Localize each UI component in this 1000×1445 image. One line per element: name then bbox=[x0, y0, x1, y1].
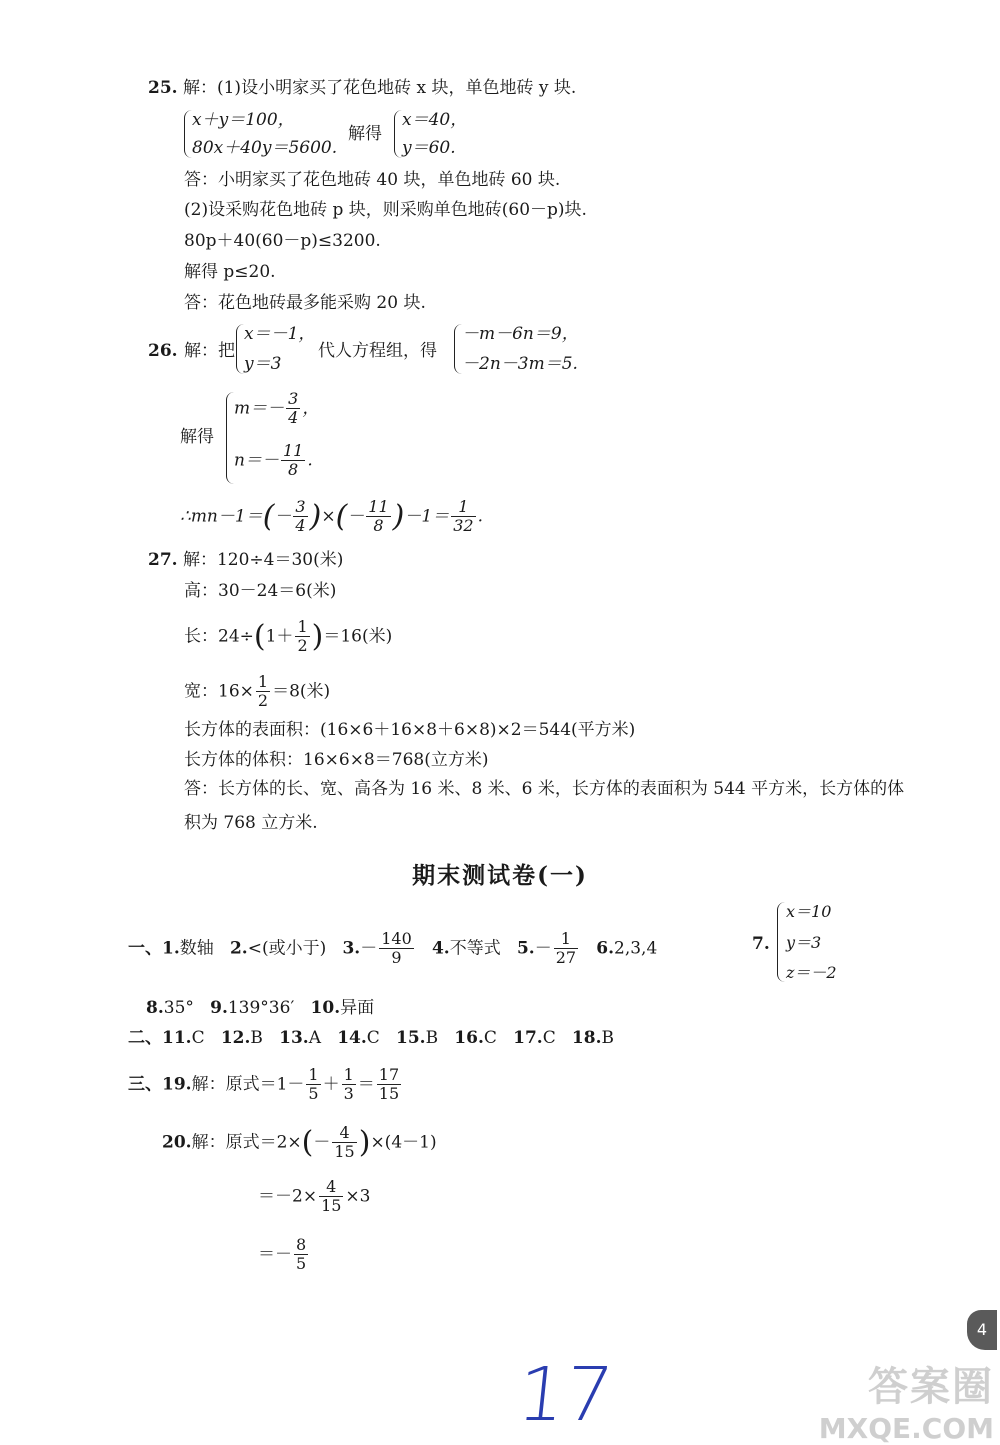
q19-f2 bbox=[342, 1066, 356, 1104]
paren-close: ) bbox=[311, 618, 324, 654]
item-16: 16. bbox=[454, 1028, 484, 1048]
q26-f2-den: 8 bbox=[373, 516, 384, 536]
q26-n-num: 11 bbox=[282, 441, 304, 460]
q20-line3 bbox=[258, 1236, 310, 1274]
q20-l3-num: 8 bbox=[296, 1235, 307, 1254]
q26-res-num: 1 bbox=[451, 498, 475, 517]
q26-f1 bbox=[293, 498, 307, 536]
q25-answer-2: 答：花色地砖最多能采购 20 块. bbox=[184, 293, 426, 313]
q27-width bbox=[184, 673, 330, 711]
answer-4: 不等式 bbox=[449, 938, 501, 959]
item-10: 10. bbox=[310, 998, 341, 1018]
answer-12: B bbox=[250, 1028, 263, 1048]
q19-res-den: 15 bbox=[378, 1084, 400, 1104]
q19-res-num: 17 bbox=[378, 1065, 400, 1084]
watermark-logo bbox=[764, 1355, 994, 1443]
q27-width-post: ＝8(米) bbox=[272, 681, 331, 702]
q27-line1 bbox=[148, 552, 343, 569]
q26-n-value bbox=[234, 442, 313, 480]
q27-length-frac bbox=[295, 618, 309, 656]
answer-14: C bbox=[366, 1028, 380, 1048]
q19-f2-num: 1 bbox=[343, 1065, 354, 1084]
q20-l3-frac bbox=[294, 1236, 308, 1274]
watermark-en: MXQE.COM bbox=[818, 1412, 994, 1445]
q20-line2 bbox=[258, 1178, 370, 1216]
q25-answer-1: 答：小明家买了花色地砖 40 块，单色地砖 60 块. bbox=[184, 170, 561, 190]
q25-sys1-eq1: x＋y＝100， bbox=[192, 110, 295, 130]
q27-length-pre: 长：24÷ bbox=[184, 626, 254, 647]
q19-eq: ＝ bbox=[357, 1074, 375, 1095]
item-12: 12. bbox=[220, 1028, 251, 1048]
answer-6: 2,3,4 bbox=[614, 938, 658, 959]
handwritten-page-number: 17 bbox=[513, 1352, 617, 1438]
q25-part2: (2)设采购花色地砖 p 块，则采购单色地砖(60－p)块. bbox=[184, 200, 587, 220]
q19-f1-num: 1 bbox=[308, 1065, 319, 1084]
item-14: 14. bbox=[337, 1028, 367, 1048]
part1-prefix: 一、 bbox=[128, 938, 162, 959]
q26-label: 26. bbox=[148, 341, 178, 361]
watermark-cn: 答案圈 bbox=[868, 1364, 994, 1410]
q20-f-num: 4 bbox=[332, 1124, 356, 1143]
answer-5-sign: － bbox=[534, 938, 552, 959]
answer-8: 35° bbox=[163, 998, 194, 1018]
item-6: 6. bbox=[596, 938, 615, 959]
q26-f2-num: 11 bbox=[368, 497, 389, 516]
q26-solved: 解得 bbox=[180, 427, 214, 447]
q26-sysA-eq2: y＝3 bbox=[244, 354, 282, 374]
item-5: 5. bbox=[516, 938, 535, 959]
q26-res-den: 32 bbox=[453, 516, 474, 536]
q26-f1-num: 3 bbox=[295, 497, 306, 516]
item-18: 18. bbox=[571, 1028, 602, 1048]
answer-16: C bbox=[483, 1028, 497, 1048]
q26-m-value bbox=[234, 390, 319, 428]
q26-mid: 代人方程组，得 bbox=[318, 341, 437, 361]
answer-9: 139°36′ bbox=[227, 998, 295, 1018]
q26-put: 解：把 bbox=[184, 341, 235, 361]
q27-length-num: 1 bbox=[297, 617, 308, 636]
q26-m-num: 3 bbox=[288, 389, 299, 408]
answer-10: 异面 bbox=[340, 998, 375, 1018]
item-4: 4. bbox=[431, 938, 450, 959]
q26-m-post: ， bbox=[302, 398, 320, 419]
item-13: 13. bbox=[279, 1028, 309, 1048]
q26-m-frac bbox=[286, 390, 300, 428]
answer-2: <(或小于) bbox=[247, 938, 327, 959]
answer-11: C bbox=[191, 1028, 205, 1048]
answer-5-frac bbox=[554, 930, 578, 968]
answer-5-num: 1 bbox=[554, 930, 578, 949]
item-1: 1. bbox=[162, 938, 180, 959]
q20-l3-den: 5 bbox=[296, 1254, 307, 1274]
answer-15: B bbox=[425, 1028, 439, 1048]
q26-n-pre: n＝－ bbox=[234, 450, 279, 471]
item-8: 8. bbox=[146, 998, 164, 1018]
q26-result bbox=[451, 498, 475, 536]
q25-inequality: 80p＋40(60－p)≤3200. bbox=[184, 231, 381, 251]
paren-open: ( bbox=[301, 1124, 314, 1160]
q19-f1-den: 5 bbox=[308, 1084, 319, 1104]
paren-open: ( bbox=[335, 498, 348, 534]
q19-label: 19. bbox=[162, 1074, 192, 1095]
part2-prefix: 二、 bbox=[128, 1028, 162, 1048]
q26-sysB-eq1: －m－6n＝9， bbox=[462, 324, 579, 344]
answer-1: 数轴 bbox=[179, 938, 214, 959]
answer-17: C bbox=[542, 1028, 556, 1048]
answer-7-y: y＝3 bbox=[786, 933, 822, 952]
q19-f1 bbox=[306, 1066, 320, 1104]
part1-row1 bbox=[128, 930, 657, 968]
answer-13: A bbox=[308, 1028, 321, 1048]
answer-3-den: 9 bbox=[391, 948, 402, 968]
q19-result bbox=[377, 1066, 401, 1104]
page-number-badge: 4 bbox=[967, 1310, 997, 1350]
paren-open: ( bbox=[262, 498, 275, 534]
item-11: 11. bbox=[162, 1028, 192, 1048]
q27-length-den: 2 bbox=[297, 636, 308, 656]
item-7-brace bbox=[777, 902, 786, 982]
q26-n-post: . bbox=[307, 450, 313, 471]
part3-prefix: 三、 bbox=[128, 1074, 162, 1095]
part2-row bbox=[128, 1030, 614, 1047]
q27-height: 高：30－24＝6(米) bbox=[184, 581, 337, 601]
answer-18: B bbox=[601, 1028, 614, 1048]
q25-sys2-eq2: y＝60. bbox=[402, 138, 456, 158]
item-3: 3. bbox=[342, 938, 361, 959]
answer-3-sign: － bbox=[360, 938, 378, 959]
q27-width-num: 1 bbox=[257, 672, 269, 691]
paren-close: ) bbox=[309, 498, 322, 534]
q26-therefore-line: ∴mn－1＝(－ $\frac{3}{4}$ )×(－ $\frac{11}{8}$ )－1＝ $\frac{1}{32}$ . bbox=[180, 497, 483, 536]
q25-label: 25. bbox=[148, 78, 178, 98]
q19-f2-den: 3 bbox=[343, 1084, 354, 1104]
item-17: 17. bbox=[513, 1028, 543, 1048]
q26-n-frac bbox=[281, 442, 305, 480]
item-9: 9. bbox=[210, 998, 228, 1018]
q20-l2-den: 15 bbox=[321, 1196, 342, 1216]
answer-3-frac bbox=[379, 930, 414, 968]
q26-m-den: 4 bbox=[288, 408, 299, 428]
q27-surface: 长方体的表面积：(16×6＋16×8＋6×8)×2＝544(平方米) bbox=[184, 720, 636, 740]
paren-close: ) bbox=[358, 1124, 371, 1160]
q26-n-den: 8 bbox=[288, 460, 299, 480]
q20-l2-num: 4 bbox=[319, 1178, 343, 1197]
q27-volume: 长方体的体积：16×6×8＝768(立方米) bbox=[184, 750, 489, 770]
q20-label: 20. bbox=[162, 1132, 192, 1153]
q27-width-den: 2 bbox=[257, 691, 269, 711]
q27-length-post: ＝16(米) bbox=[323, 626, 393, 647]
q20-l2-pre: ＝－2× bbox=[258, 1186, 318, 1207]
q25-sys1-eq2: 80x＋40y＝5600. bbox=[192, 138, 338, 158]
part1-row2 bbox=[146, 1000, 374, 1017]
q20-post: ×(4－1) bbox=[370, 1132, 437, 1153]
q27-label: 27. bbox=[148, 550, 178, 570]
q26-sysA-eq1: x＝－1， bbox=[244, 324, 316, 344]
paren-close: ) bbox=[392, 498, 405, 534]
q27-width-frac bbox=[256, 673, 270, 711]
q20-l2-frac bbox=[319, 1178, 343, 1216]
answer-3-num: 140 bbox=[381, 929, 412, 948]
q27-answer-cont: 积为 768 立方米. bbox=[184, 813, 318, 833]
item-15: 15. bbox=[396, 1028, 426, 1048]
q26-m-pre: m＝－ bbox=[234, 398, 285, 419]
q25-solved: 解得 bbox=[348, 124, 382, 144]
q27-width-pre: 宽：16× bbox=[184, 681, 254, 702]
q26-therefore: ∴mn－1＝ bbox=[180, 506, 263, 527]
q20-frac bbox=[332, 1124, 356, 1162]
answer-7-z: z＝－2 bbox=[786, 963, 837, 982]
item-2: 2. bbox=[229, 938, 248, 959]
q20-f-den: 15 bbox=[334, 1142, 355, 1162]
q20-pre: 解：原式＝2× bbox=[191, 1132, 302, 1153]
q25-sys2-eq1: x＝40， bbox=[402, 110, 468, 130]
q20-line1: 20.解：原式＝2×(－ $\frac{4}{15}$ )×(4－1) bbox=[162, 1123, 437, 1162]
paren-open: ( bbox=[253, 618, 266, 654]
q26-sysB-eq2: －2n－3m＝5. bbox=[462, 354, 578, 374]
answer-7-x: x＝10 bbox=[786, 902, 832, 921]
q19-line bbox=[128, 1066, 403, 1104]
q27-text: 解：120÷4＝30(米) bbox=[182, 550, 344, 570]
q20-l3-pre: ＝－ bbox=[258, 1244, 292, 1265]
q26-f2 bbox=[366, 498, 390, 536]
q25-solution: 解得 p≤20. bbox=[184, 262, 276, 282]
q19-plus: ＋ bbox=[322, 1074, 340, 1095]
item-7: 7. bbox=[752, 934, 770, 954]
q20-l2-post: ×3 bbox=[345, 1186, 371, 1207]
answer-5-den: 27 bbox=[555, 948, 577, 968]
q27-length: 长：24÷(1＋ $\frac{1}{2}$ )＝16(米) bbox=[184, 617, 393, 656]
exam-title: 期末测试卷(一) bbox=[412, 862, 588, 889]
q19-pre: 解：原式＝1－ bbox=[191, 1074, 305, 1095]
q26-f1-den: 4 bbox=[295, 516, 306, 536]
q25-text: 解：(1)设小明家买了花色地砖 x 块，单色地砖 y 块. bbox=[182, 78, 577, 98]
q27-answer: 答：长方体的长、宽、高各为 16 米、8 米、6 米，长方体的表面积为 544 平方米，长方体的体 bbox=[184, 779, 905, 799]
q25-line1 bbox=[148, 80, 576, 97]
